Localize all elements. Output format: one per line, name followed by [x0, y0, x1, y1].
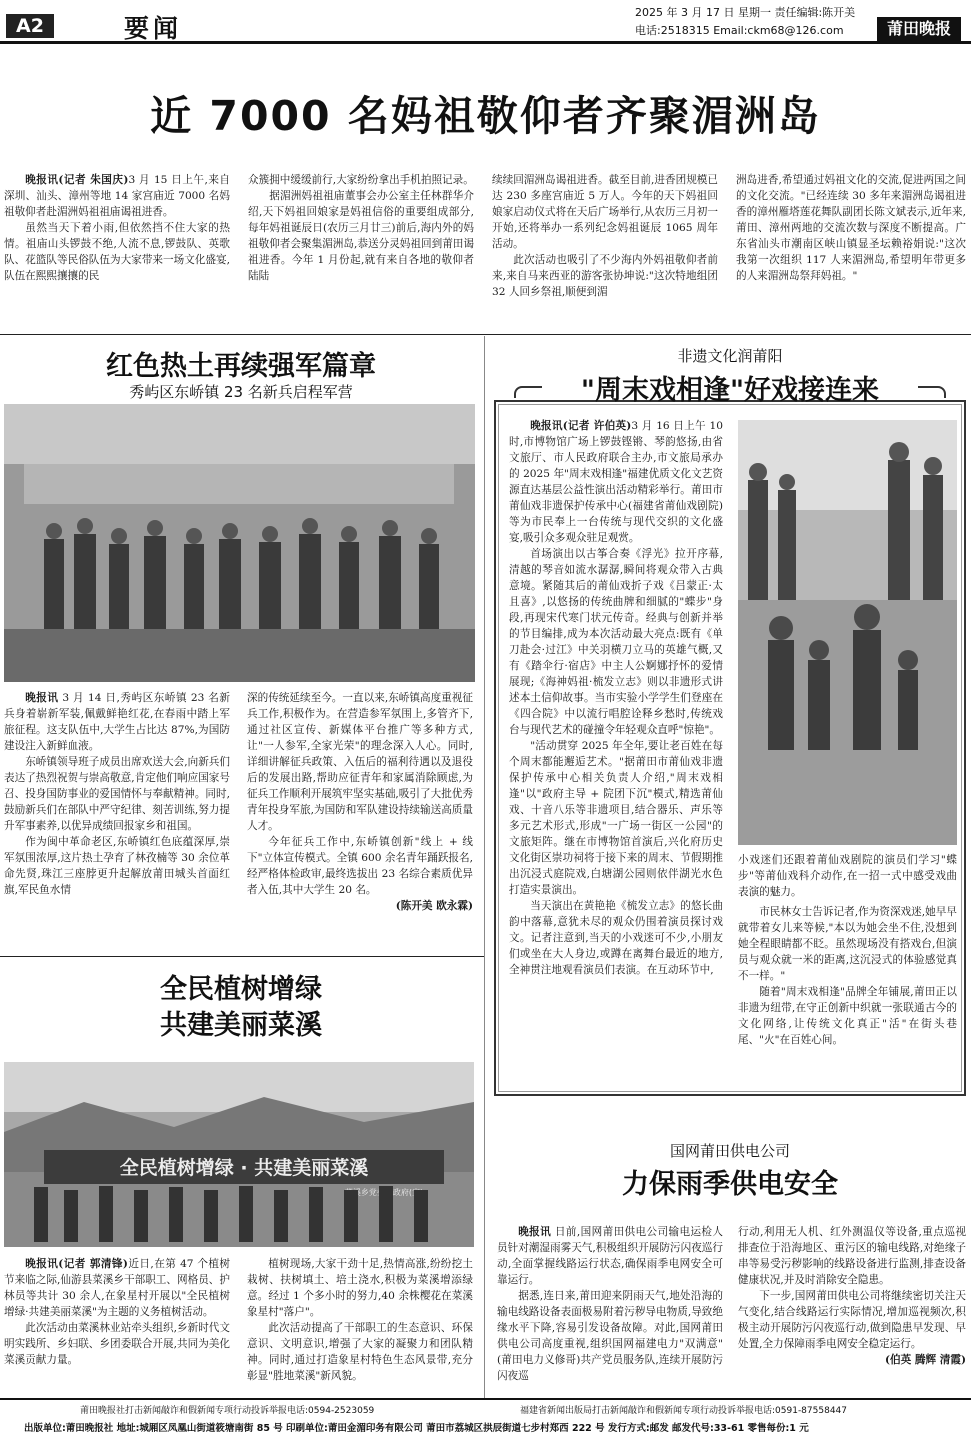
opera-col-1 — [509, 418, 723, 978]
tree-paragraph: 近日,在第 47 个植树节来临之际,仙游县菜溪乡干部职工、网格员、护林员等共计 30 余人,在象星村开展以"全民植树增绿·共建美丽菜溪"为主题的义务植树活动。 — [4, 1258, 230, 1318]
military-col-1 — [4, 690, 230, 898]
lead-paragraph: 此次活动也吸引了不少海内外妈祖敬仰者前来,来自马来西亚的游客张协坤说:"这次特地组团 32 人回乡祭祖,顺便到湄 — [492, 254, 718, 298]
power-headline: 力保雨季供电安全 — [622, 1169, 838, 1200]
power-byline: (伯英 腾辉 清霞) — [885, 1354, 966, 1366]
newspaper-logo: 莆田晚报 — [877, 17, 961, 41]
military-byline: (陈开美 欧永霖) — [395, 900, 473, 912]
opera-paragraph: 市民林女士告诉记者,作为资深戏迷,她早早就带着女儿来等候,"本以为她会坐不住,没想到她全程眼睛都不眨。虽然现场没有搭戏台,但演员与观众就一米的距离,这沉浸式的体验感觉真不一样。" — [738, 906, 957, 982]
lead-paragraph: 洲岛进香,希望通过妈祖文化的交流,促进两国之间的文化交流。"已经连续 30 多年来湄洲岛谒祖进香的漳州雁塔莲花舞队副团长陈文斌表示,近年来,莆田、漳州两地的交流次数与深度不断提高。广东省汕头市潮南区峡山镇显圣坛赖裕娟说:"这次我第一次组织 117 人来湄洲岛,希望明年带更多的人来湄洲岛祭拜妈祖。" — [736, 174, 966, 282]
tree-headline — [4, 972, 478, 1044]
tree-headline-line-1: 全民植树增绿 — [160, 974, 322, 1005]
opera-photo-illustration — [738, 420, 957, 845]
lead-dateline: 晚报讯(记者 朱国庆) — [25, 174, 129, 186]
power-col-1 — [497, 1224, 723, 1384]
page-number: A2 — [6, 14, 54, 38]
opera-headline: "周末戏相逢"好戏接连来 — [580, 375, 880, 406]
recruits-photo — [4, 404, 475, 682]
tree-col-1 — [4, 1256, 230, 1368]
power-paragraph: 据悉,连日来,莆田迎来阴雨天气,地处沿海的输电线路设备表面极易附着污秽导电物质,导致绝缘水平下降,容易引发设备故障。对此,国网莆田供电公司高度重视,组织国网福建电力"双满意"(莆田电力义修哥)共产党员服务队,连续开展防污闪夜巡 — [497, 1290, 723, 1382]
footer-hotline-right: 福建省新闻出版局打击新闻敲诈和假新闻专项行动投诉举报电话:0591-87558447 — [520, 1406, 847, 1416]
power-kicker: 国网莆田供电公司 — [669, 1142, 790, 1160]
military-paragraph: 今年征兵工作中,东峤镇创新"线上 + 线下"立体宣传模式。全镇 600 余名青年踊跃报名,经严格体检政审,最终选拔出 23 名综合素质优异者入伍,其中大学生 20 名。 — [247, 836, 473, 896]
recruits-photo-illustration — [4, 404, 475, 682]
column-divider — [484, 336, 485, 1398]
military-paragraph: 作为闽中革命老区,东峤镇红色底蕴深厚,崇军氛围浓厚,这片热土孕育了林孜楠等 30 余位革命先贤,珠江三座脖更升起解放莆田城头首面红旗,军民鱼水情 — [4, 836, 230, 896]
opera-paragraph: "活动贯穿 2025 年全年,要让老百姓在每个周末都能邂逅艺术。"据莆田市莆仙戏非遗保护传承中心相关负责人介绍,"周末戏相逢"以"政府主导 + 院团下沉"模式,精选莆仙戏、十音八乐等非遗项目,结合器乐、声乐等多元艺术形式,形成"一广场一街区一公园"的文旅矩阵。继在市博物馆首演后,兴化府历史文化街区崇功祠将于接下来的周末、节假期推出沉浸式庭院戏,白塘湖公园则依伴湖光水色打造实景演出。 — [509, 740, 723, 896]
tree-banner-text: 全民植树增绿 · 共建美丽菜溪 — [119, 1157, 369, 1179]
lead-col-3 — [492, 172, 718, 300]
page-footer — [0, 1398, 971, 1437]
contact-line: 电话:2518315 Email:ckm68@126.com — [635, 24, 844, 37]
tree-planting-illustration — [4, 1062, 474, 1247]
tree-planting-photo — [4, 1062, 474, 1247]
lead-col-1 — [4, 172, 230, 284]
opera-paragraph: 随着"周末戏相逢"品牌全年铺展,莆田正以非遗为纽带,在守正创新中织就一张联通古今的文化网络,让传统文化真正"活"在街头巷尾、"火"在百姓心间。 — [738, 986, 957, 1046]
power-paragraph: 行动,利用无人机、红外测温仪等设备,重点巡视排查位于沿海地区、重污区的输电线路,对绝缘子串等易受污秽影响的线路设备进行监测,排查设备健康状况,并及时消除安全隐患。 — [738, 1226, 966, 1286]
lead-col-2 — [248, 172, 474, 284]
ornament-right-icon — [918, 386, 946, 398]
power-paragraph: 下一步,国网莆田供电公司将继续密切关注天气变化,结合线路运行实际情况,增加巡视频次,积极主动开展防污闪夜巡行动,做到隐患早发现、早处置,全力保障雨季电网安全稳定运行。 — [738, 1290, 966, 1350]
power-dateline: 晚报讯 — [518, 1226, 552, 1238]
tree-headline-line-2: 共建美丽菜溪 — [160, 1010, 322, 1041]
opera-kicker: 非遗文化润莆阳 — [677, 347, 783, 365]
military-subhead: 秀屿区东峤镇 23 名新兵启程军营 — [129, 383, 353, 401]
tree-paragraph: 此次活动提高了干部职工的生态意识、环保意识、文明意识,增强了大家的凝聚力和团队精神。同时,通过打造象星村特色生态风景带,充分彰显"胜地菜溪"新风貌。 — [247, 1322, 473, 1382]
opera-dateline: 晚报讯(记者 许伯英) — [530, 420, 632, 432]
lead-paragraph: 虽然当天下着小雨,但依然挡不住大家的热情。祖庙山头锣鼓不绝,人流不息,锣鼓队、英歌队、花篮队等民俗队伍为大家带来一场文化盛宴,队伍在熙熙攘攘的民 — [4, 222, 230, 282]
military-headline: 红色热土再续强军篇章 — [106, 351, 376, 382]
opera-photo — [738, 420, 957, 845]
opera-col-2 — [738, 904, 957, 1048]
footer-hotline-left: 莆田晚报社打击新闻敲诈和假新闻专项行动投诉举报电话:0594-2523059 — [80, 1406, 375, 1416]
date-editor-line: 2025 年 3 月 17 日 星期一 责任编辑:陈开美 — [635, 6, 856, 19]
divider — [0, 956, 484, 957]
tree-dateline: 晚报讯(记者 郭清锋) — [25, 1258, 128, 1270]
lead-paragraph: 续续回湄洲岛谒祖进香。截至目前,进香团规模已达 230 多座宫庙近 5 万人。今年的天下妈祖回娘家启动仪式将在天后广场举行,从农历三月初一开始,还将举办一系列纪念妈祖诞辰 1065 周年活动。 — [492, 174, 718, 250]
lead-headline: 近 7000 名妈祖敬仰者齐聚湄洲岛 — [150, 92, 821, 140]
military-paragraph: 3 月 14 日,秀屿区东峤镇 23 名新兵身着崭新军装,佩戴鲜艳红花,在春雨中踏上军旅征程。这支队伍中,大学生占比达 87%,为国防建设注入新鲜血液。 — [4, 692, 231, 752]
military-col-2 — [247, 690, 473, 914]
lead-paragraph: 3 月 15 日上午,来自深圳、汕头、漳州等地 14 家宫庙近 7000 名妈祖敬仰者赴湄洲妈祖祖庙谒祖进香。 — [4, 174, 230, 218]
military-dateline: 晚报讯 — [25, 692, 59, 704]
divider — [0, 334, 971, 335]
opera-paragraph: 当天演出在黄艳艳《梳发立志》的悠长曲韵中落幕,意犹未尽的观众仍围着演员探讨戏文。记者注意到,当天的小戏迷可不少,小朋友们或坐在大人身边,或蹲在离舞台最近的地方,全神贯注地观看演员们表演。在互动环节中, — [509, 900, 723, 976]
opera-photo-caption: 小戏迷们还跟着莆仙戏剧院的演员们学习"蝶步"等莆仙戏科介动作,在一招一式中感受戏曲表演的魅力。 — [738, 854, 957, 898]
tree-paragraph: 植树现场,大家干劲十足,热情高涨,纷纷挖土栽树、扶树填土、培土浇水,积极为菜溪增添绿意。经过 1 个多小时的努力,40 余株樱花在菜溪象星村"落户"。 — [247, 1258, 473, 1318]
opera-paragraph: 3 月 16 日上午 10 时,市博物馆广场上锣鼓铿锵、琴韵悠扬,由省文旅厅、市人民政府联合主办,市文旅局承办的 2025 年"周末戏相逢"福建优质文化文艺资源直达基层公益性演出活动精彩举行。莆田市莆仙戏非遗保护传承中心(福建省莆仙戏剧院)等为市民奉上一台传统与现代交织的文化盛宴,吸引众多观众驻足观赏。 — [509, 420, 724, 544]
military-paragraph: 深的传统延续至今。一直以来,东峤镇高度重视征兵工作,积极作为。在营造参军氛围上,多管齐下,通过社区宣传、新媒体平台推广等多种方式,让"一人参军,全家光荣"的理念深入人心。同时,详细讲解征兵政策、入伍后的福利待遇以及退役后的发展出路,帮助应征青年和家属消除顾虑,为征兵工作顺利开展筑牢坚实基础,吸引了大批优秀青年投身军旅,为国防和军队建设持续输送高质量人才。 — [247, 692, 473, 832]
section-name: 要闻 — [124, 14, 183, 43]
tree-paragraph: 此次活动由菜溪林业站牵头组织,乡新时代文明实践所、乡妇联、乡团委联合开展,共同为美化菜溪贡献力量。 — [4, 1322, 230, 1366]
power-col-2 — [738, 1224, 966, 1368]
lead-paragraph: 据湄洲妈祖祖庙董事会办公室主任林群华介绍,天下妈祖回娘家是妈祖信俗的重要组成部分,每年妈祖诞辰日(农历三月廿三)前后,海内外的妈祖敬仰者会聚集湄洲岛,恭送分灵妈祖回到莆田谒祖进香。今年 1 月份起,就有来自各地的敬仰者陆陆 — [248, 190, 474, 282]
power-paragraph: 日前,国网莆田供电公司输电运检人员针对潮湿雨雾天气,积极组织开展防污闪夜巡行动,全面掌握线路运行状态,确保雨季电网安全可靠运行。 — [497, 1226, 724, 1286]
opera-paragraph: 首场演出以古筝合奏《浮光》拉开序幕,清越的琴音如流水潺潺,瞬间将观众带入古典意境。紧随其后的莆仙戏折子戏《吕蒙正·太且喜》,以悠扬的传统曲牌和细腻的"蝶步"身段,再现宋代寒门状元传奇。经典与创新并举的节目编排,成为本次活动最大亮点:既有《单刀赴会·过江》中关羽横刀立马的英雄气概,又有《踏伞行·宿店》中主人公婀娜抒怀的爱情展现;《海神妈祖·梳发立志》则以非遗形式讲述本土信仰故事。当市实验小学学生们登座在《四合院》中以流行唱腔诠释乡愁时,传统戏台与现代艺术的碰撞令年轻观众直呼"惊艳"。 — [509, 548, 723, 736]
footer-publisher-info: 出版单位:莆田晚报社 地址:城厢区凤凰山街道筱塘南街 85 号 印刷单位:莆田金湄印务有限公司 莆田市荔城区拱辰街道七步村郑西 222 号 发行方式:邮发 邮发代号:33-61 零售每份:1 元 — [24, 1423, 809, 1434]
lead-col-4 — [736, 172, 966, 284]
lead-paragraph: 众簇拥中缓缓前行,大家纷纷拿出手机拍照记录。 — [248, 174, 474, 186]
military-paragraph: 东峤镇领导班子成员出席欢送大会,向新兵们表达了热烈祝贺与崇高敬意,肯定他们响应国家号召、投身国防事业的爱国情怀与奉献精神。同时,鼓励新兵们在部队中严守纪律、刻苦训练,努力提升军事素养,以优异成绩回报家乡和祖国。 — [4, 756, 230, 832]
page-header — [0, 0, 971, 44]
tree-col-2 — [247, 1256, 473, 1384]
ornament-left-icon — [514, 386, 542, 398]
